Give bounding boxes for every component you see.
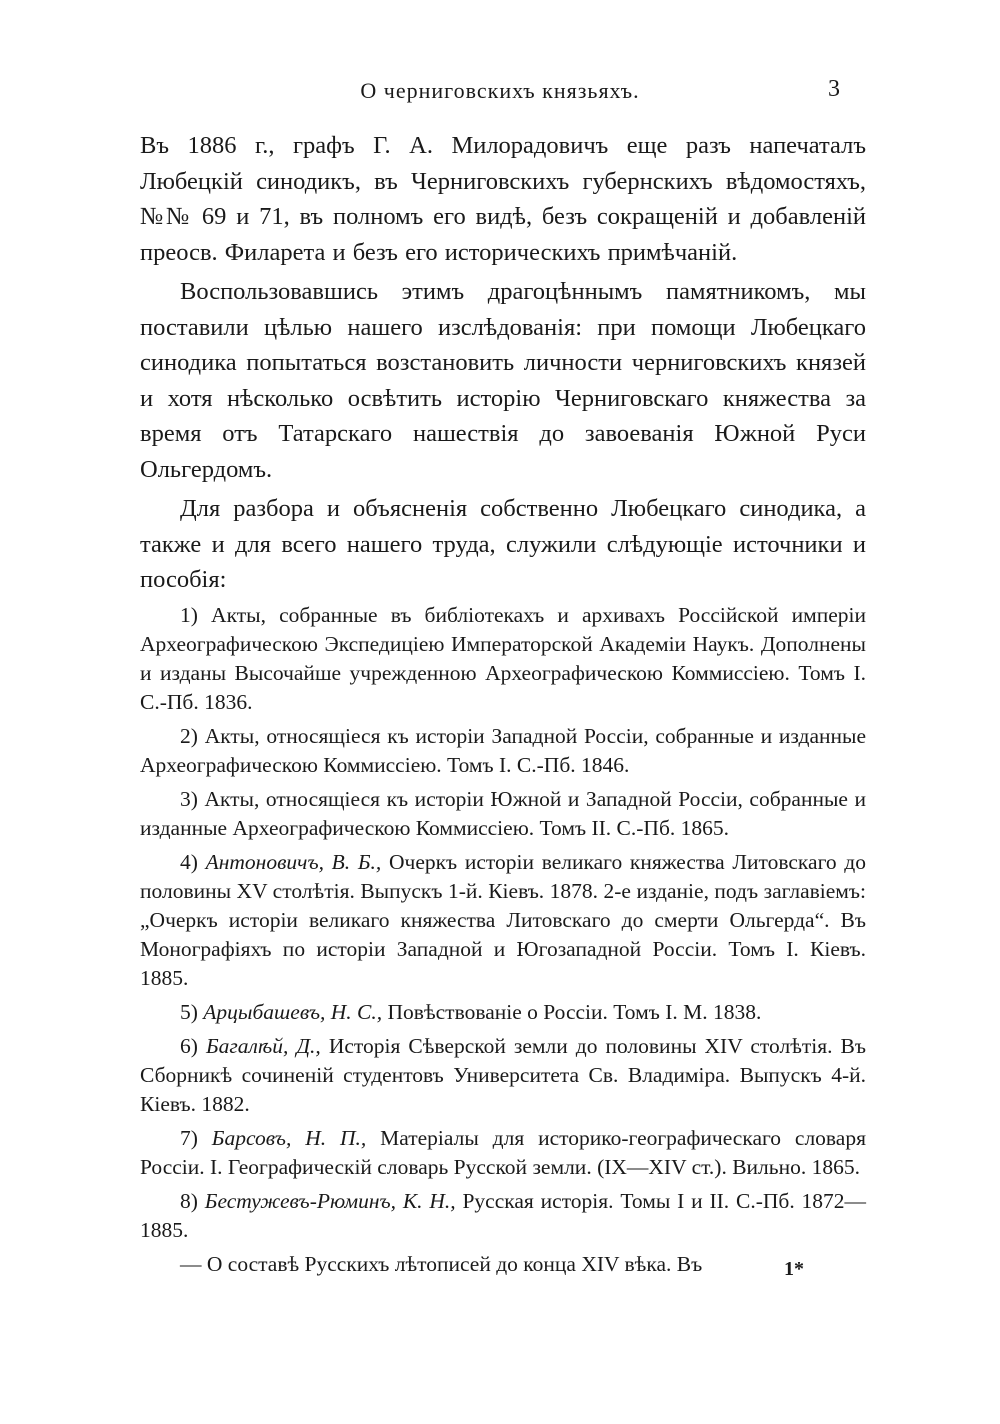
reference-number: 4) [180,849,198,874]
reference-text: Акты, относящіеся къ исторіи Южной и Западной Россіи, собранные и изданные Археографическою Коммиссіею. Томъ II. С.-Пб. 1865. [140,786,867,840]
reference-list [140,601,866,1279]
page-body [140,128,866,1284]
reference-item [140,785,866,843]
reference-author: Барсовъ, Н. П., [211,1125,367,1150]
reference-item [140,1250,866,1279]
reference-text: Матеріалы для историко-географическаго словаря Россіи. I. Географическій словарь Русской земли. (IX—XIV ст.). Вильно. 1865. [140,1125,866,1179]
reference-text: Исторія Сѣверской земли до половины XIV столѣтія. Въ Сборникѣ сочиненій студентовъ Университета Св. Владиміра. Выпускъ 4-й. Кіевъ. 1882. [140,1033,866,1116]
reference-author: Арцыбашевъ, Н. С., [203,999,383,1024]
paragraph: Въ 1886 г., графъ Г. А. Милорадовичъ еще разъ напечаталъ Любецкій синодикъ, въ Черниговскихъ губернскихъ вѣдомостяхъ, №№ 69 и 71, въ полномъ его видѣ, безъ сокращеній и добавленій преосв. Филарета и безъ его историческихъ примѣчаній. [140,132,866,266]
reference-item [140,722,866,780]
reference-number: 1) [180,602,198,627]
signature-mark: 1* [784,1258,804,1280]
reference-number: 2) [180,723,198,748]
reference-author: Багалѣй, Д., [205,1033,321,1058]
reference-item [140,998,866,1027]
reference-number: 3) [180,786,198,811]
reference-number: 8) [180,1188,198,1213]
reference-text: Повѣствованіе о Россіи. Томъ I. М. 1838. [387,999,762,1024]
reference-item [140,1032,866,1119]
page-number: 3 [828,76,840,102]
reference-text: — О составѣ Русскихъ лѣтописей до конца XIV вѣка. Въ [180,1251,703,1276]
reference-text: Акты, собранные въ библіотекахъ и архивахъ Россійской имперіи Археографическою Экспедиціею Императорской Академіи Наукъ. Дополнены и изданы Высочайше учрежденною Археографическою Коммиссіею. Томъ I. С.-Пб. 1836. [140,602,866,714]
reference-text: Акты, относящіеся къ исторіи Западной Россіи, собранные и изданные Археографическою Коммиссіею. Томъ I. С.-Пб. 1846. [140,723,867,777]
paragraph: Для разбора и объясненія собственно Любецкаго синодика, а также и для всего нашего труда, служили слѣдующіе источники и пособія: [140,495,866,593]
running-title: О черниговскихъ князьяхъ. [360,78,640,103]
paragraph: Воспользовавшись этимъ драгоцѣннымъ памятникомъ, мы поставили цѣлью нашего изслѣдованія: при помощи Любецкаго синодика попытаться возстановить личности черниговскихъ князей и хотя нѣсколько освѣтить исторію Черниговскаго княжества за время отъ Татарскаго нашествія до завоеванія Южной Руси Ольгердомъ. [140,278,866,483]
reference-item [140,1187,866,1245]
reference-item [140,848,866,993]
reference-text: Русская исторія. Томы I и II. С.-Пб. 1872—1885. [140,1188,867,1242]
reference-item [140,601,866,717]
reference-item [140,1124,866,1182]
reference-number: 5) [180,999,198,1024]
reference-author: Антоновичъ, В. Б., [205,849,382,874]
reference-text: Очеркъ исторіи великаго княжества Литовскаго до половины XV столѣтія. Выпускъ 1-й. Кіевъ. 1878. 2-е изданіе, подъ заглавіемъ: „Очеркъ исторіи великаго княжества Литовскаго до смерти Ольгерда“. Въ Монографіяхъ по исторіи Западной и Югозападной Россіи. Томъ I. Кіевъ. 1885. [140,849,866,990]
reference-author: Бестужевъ-Рюминъ, К. Н., [204,1188,456,1213]
reference-number: 6) [180,1033,198,1058]
reference-number: 7) [180,1125,198,1150]
